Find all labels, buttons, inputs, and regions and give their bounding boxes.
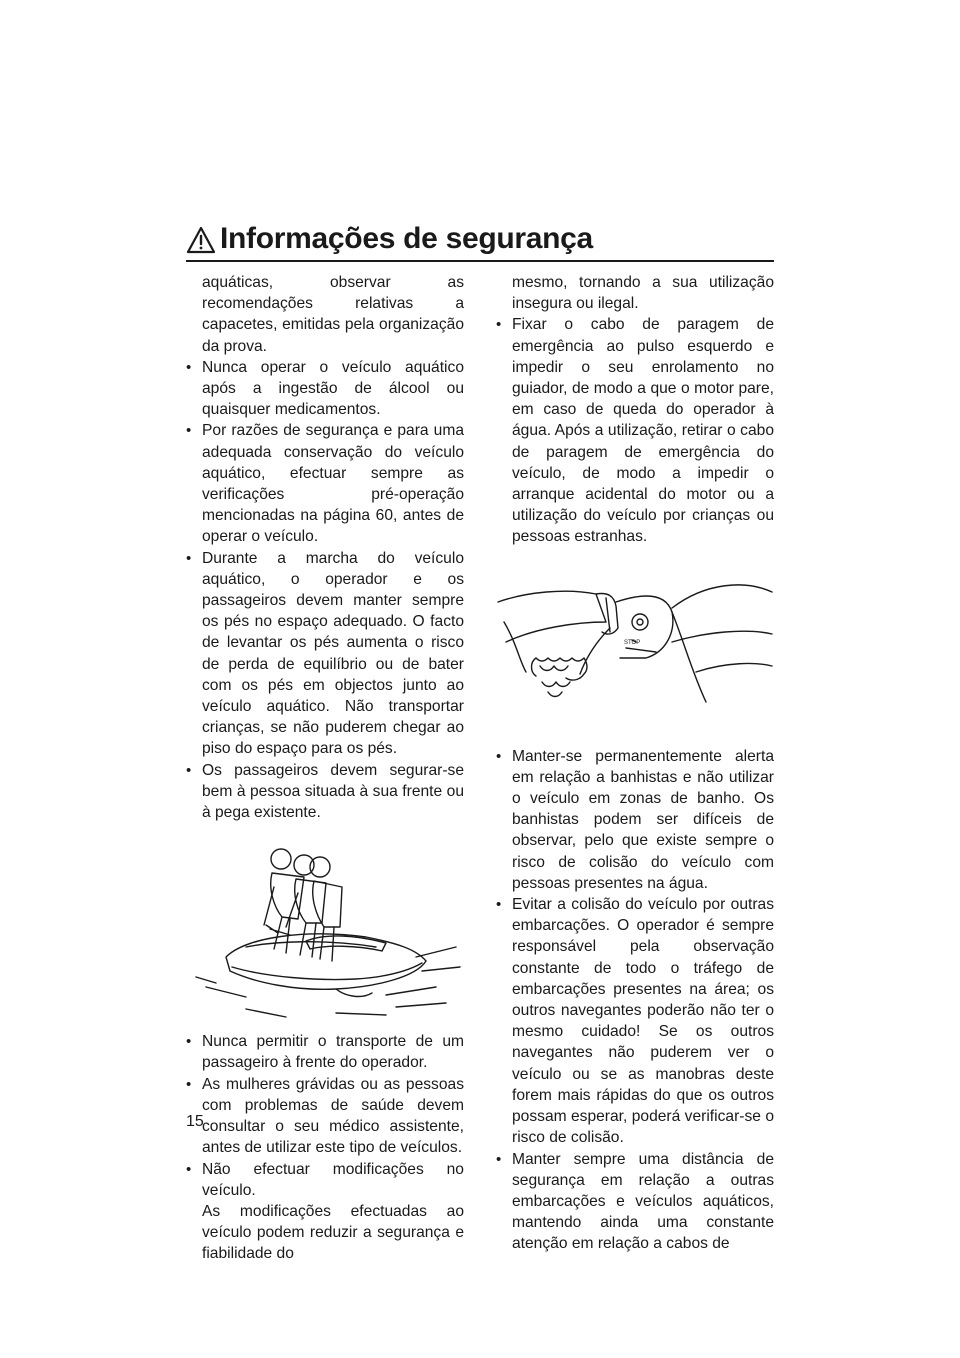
left-column: [186, 272, 464, 1265]
bullet-item: • Manter sempre uma distância de segurança em relação a outras embarcações e veículos aquáticos, mantendo ainda uma constante atenção em relação a cabos de: [496, 1149, 774, 1255]
bullet-item: • Não efectuar modificações no veículo.: [186, 1159, 464, 1201]
bullet-item: • Nunca operar o veículo aquático após a ingestão de álcool ou quaisquer medicamentos.: [186, 357, 464, 421]
jet-ski-drawing: [186, 837, 464, 1023]
bullet-item: • Durante a marcha do veículo aquático, o operador e os passageiros devem manter sempre os pés no espaço adequado. O facto de levantar os pés aumenta o risco de perda de equilíbrio ou de bater com os pés em objectos junto ao veículo aquático. Não transportar crianças, se não puderem chegar ao piso do espaço para os pés.: [186, 548, 464, 760]
bullet-item: • As mulheres grávidas ou as pessoas com problemas de saúde devem consultar o seu médico assistente, antes de utilizar este tipo de veículos.: [186, 1074, 464, 1159]
emergency-cord-wrist-illustration: [496, 562, 774, 734]
paragraph-continuation: mesmo, tornando a sua utilização insegura ou ilegal.: [512, 274, 774, 313]
bullet-item: • Evitar a colisão do veículo por outras embarcações. O operador é sempre responsável pela observação constante de todo o tráfego de embarcações presentes na área; os outros navegantes poderão não ter o mesmo cuidado! Se os outros navegantes não puderem ver o veículo ou se as manobras deste forem mais rápidas do que os outros possam esperar, poderá verificar-se o risco de colisão.: [496, 894, 774, 1148]
bullet-item: • Por razões de segurança e para uma adequada conservação do veículo aquático, efectuar sempre as verificações pré-operação mencionadas na página 60, antes de operar o veículo.: [186, 420, 464, 547]
page-number: 15: [186, 1113, 204, 1130]
page-header: [186, 222, 774, 262]
page-title: Informações de segurança: [220, 222, 593, 255]
wrist-lanyard-drawing: [496, 562, 774, 734]
svg-text:STOP: STOP: [624, 639, 641, 646]
warning-triangle-icon: [186, 226, 216, 254]
jet-ski-passengers-illustration: [186, 837, 464, 1023]
paragraph-continuation: aquáticas, observar as recomendações relativas a capacetes, emitidas pela organização da prova.: [202, 274, 464, 355]
right-column: [496, 272, 774, 1255]
bullet-item: • Fixar o cabo de paragem de emergência ao pulso esquerdo e impedir o seu enrolamento no guiador, de modo a que o motor pare, em caso de queda do operador à água. Após a utilização, retirar o cabo de paragem de emergência do veículo, de modo a impedir o arranque acidental do motor ou a utilização do veículo por crianças ou pessoas estranhas.: [496, 314, 774, 547]
bullet-item: • Os passageiros devem segurar-se bem à pessoa situada à sua frente ou à pega existente.: [186, 760, 464, 824]
bullet-item: • Manter-se permanentemente alerta em relação a banhistas e não utilizar o veículo em zonas de banho. Os banhistas podem ser difíceis de observar, pelo que existe sempre o risco de colisão do veículo com pessoas presentes na água.: [496, 746, 774, 894]
paragraph-continuation: As modificações efectuadas ao veículo podem reduzir a segurança e fiabilidade do: [202, 1202, 464, 1263]
bullet-item: • Nunca permitir o transporte de um passageiro à frente do operador.: [186, 1031, 464, 1073]
